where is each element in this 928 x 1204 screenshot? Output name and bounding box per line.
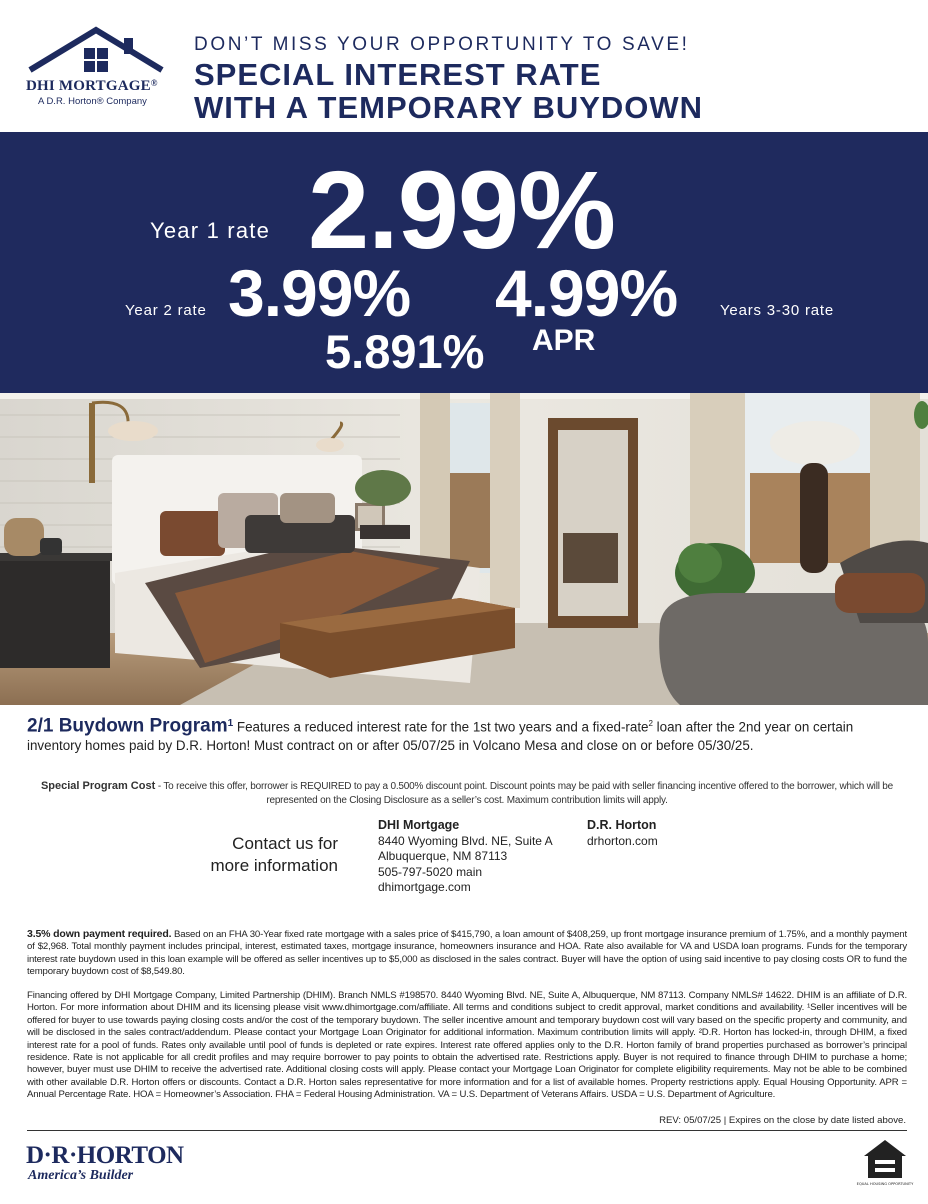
rate-banner bbox=[0, 132, 928, 393]
year1-rate-value: 2.99% bbox=[308, 149, 615, 272]
program-footnote-2: 2 bbox=[648, 719, 653, 728]
drh-website-link[interactable]: drhorton.com bbox=[587, 833, 658, 848]
dr-horton-tagline: America’s Builder bbox=[28, 1168, 134, 1183]
equal-housing-icon bbox=[856, 1138, 914, 1188]
divider bbox=[27, 1130, 907, 1131]
logo-brand-name: DHI MORTGAGE® bbox=[26, 78, 158, 94]
years3-30-rate-value: 4.99% bbox=[495, 256, 678, 330]
program-footnote-1: 1 bbox=[227, 718, 234, 729]
years3-30-rate-label: Years 3-30 rate bbox=[720, 302, 835, 319]
year2-rate-value: 3.99% bbox=[228, 256, 411, 330]
special-cost-text: - To receive this offer, borrower is REQUIRED to pay a 0.500% discount point. Discount points may be paid with seller financing incentive offered to the borrower, which will be represented on the Closing Disclosure as a seller’s cost. Maximum contribution limits will apply. bbox=[155, 781, 894, 806]
apr-label: APR bbox=[532, 324, 596, 357]
headline-line-1: SPECIAL INTEREST RATE bbox=[194, 57, 602, 92]
special-program-cost bbox=[27, 779, 907, 808]
dhi-website-link[interactable]: dhimortgage.com bbox=[378, 880, 471, 894]
bedroom-photo bbox=[0, 393, 928, 705]
page-title bbox=[194, 58, 703, 124]
year2-rate-label: Year 2 rate bbox=[125, 302, 207, 319]
contact-cta bbox=[196, 833, 338, 877]
program-title: 2/1 Buydown Program bbox=[27, 715, 228, 737]
dr-horton-logo[interactable] bbox=[26, 1142, 184, 1184]
header bbox=[0, 0, 928, 132]
program-description bbox=[27, 714, 907, 755]
down-payment-text: Based on an FHA 30-Year fixed rate mortgage with a sales price of $415,790, a loan amount of $408,259, up front mortgage insurance premium of 1.75%, and a monthly payment of $2,968. Total monthly payment includes principal, interest, estimated taxes, mortgage insurance, homeowners insurance and HOA. Rate also available for VA and USDA loan programs. Funds for the temporary interest rate buydown used in this loan example will be offered as seller incentives up to $5,000 as disclosed in the sales contract. Buyer will have the option of using said incentive to pay closing costs OR to fund the temporary buydown cost of $8,549.80. bbox=[27, 929, 907, 978]
dhi-phone[interactable]: 505-797-5020 main bbox=[378, 864, 483, 879]
bedroom-image bbox=[0, 393, 928, 705]
dhi-mortgage-logo[interactable] bbox=[24, 26, 174, 110]
drh-contact bbox=[587, 818, 658, 849]
down-payment-label: 3.5% down payment required. bbox=[27, 928, 172, 940]
year1-rate-label: Year 1 rate bbox=[150, 218, 271, 243]
financing-disclaimer: Financing offered by DHI Mortgage Company, Limited Partnership (DHIM). Branch NMLS #198570. 8440 Wyoming Blvd. NE, Suite A, Albuquerque, NM 87113. Company NMLS# 14622. DHIM is an affiliate of D.R. Horton. For more information about DHIM and its licensing please visit www.dhimortgage.com/affiliate. All terms and conditions subject to credit approval, market conditions and availability. ¹Seller incentives will be offered for buyer to use towards paying closing costs and/or the cost of the temporary buydown. The seller incentive amount and temporary buydown cost will vary based on the specific property and community, and will be disclosed in the sales contract/addendum. Please contact your Mortgage Loan Originator for additional information. Maximum contribution limits will apply. ²D.R. Horton has locked-in, through DHIM, a fixed interest rate for a pool of funds. Rates only available until pool of funds is depleted or rate expires. Interest rate offered applies only to the D.R. Horton family of brand properties purchased as borrower’s principal residence. Rate is not applicable for all credit profiles and may require borrower to pay points to obtain the advertised rate. Restrictions apply. Buyer is not required to finance through DHIM to purchase a home; however, buyer must use DHIM to receive the advertised rate. Additional closing costs will apply. Please contact your Mortgage Loan Originator for complete eligibility requirements. May not be able to be combined with other available D.R. Horton offers or discounts. Contact a D.R. Horton sales representative for more information and for a list of available homes. Property restrictions apply. Equal Housing Opportunity. APR = Annual Percentage Rate. HOA = Homeowner’s Association. FHA = Federal Housing Administration. VA = U.S. Department of Veterans Affairs. USDA = U.S. Department of Agriculture. bbox=[27, 990, 907, 1101]
revision-note: REV: 05/07/25 | Expires on the close by date listed above. bbox=[659, 1115, 906, 1126]
equal-housing-text: EQUAL HOUSING OPPORTUNITY bbox=[856, 1182, 914, 1186]
headline-line-2: WITH A TEMPORARY BUYDOWN bbox=[194, 90, 704, 125]
dhi-contact bbox=[378, 818, 553, 896]
program-text-b: loan after the 2nd year on certain inventory homes paid by D.R. Horton! Must contract on or after 05/07/25 in Volcano Mesa and close on or before 05/30/25. bbox=[27, 719, 854, 754]
contact-cta-line-2: more information bbox=[210, 856, 338, 875]
dhi-contact-name: DHI Mortgage bbox=[378, 818, 460, 832]
special-cost-label: Special Program Cost bbox=[40, 780, 156, 792]
drh-contact-name: D.R. Horton bbox=[587, 818, 657, 832]
logo-subtitle: A D.R. Horton® Company bbox=[38, 96, 147, 107]
house-icon bbox=[24, 26, 174, 78]
contact-cta-line-1: Contact us for bbox=[232, 834, 338, 853]
tagline: DON’T MISS YOUR OPPORTUNITY TO SAVE! bbox=[194, 34, 690, 55]
apr-value: 5.891% bbox=[325, 325, 485, 378]
down-payment-disclaimer bbox=[27, 928, 907, 979]
dr-horton-logo-name: D·R·HORTON bbox=[26, 1142, 184, 1169]
dhi-address-line-1: 8440 Wyoming Blvd. NE, Suite A bbox=[378, 833, 553, 848]
program-text-a: Features a reduced interest rate for the 1st two years and a fixed-rate bbox=[233, 719, 649, 735]
dhi-address-line-2: Albuquerque, NM 87113 bbox=[378, 849, 508, 863]
